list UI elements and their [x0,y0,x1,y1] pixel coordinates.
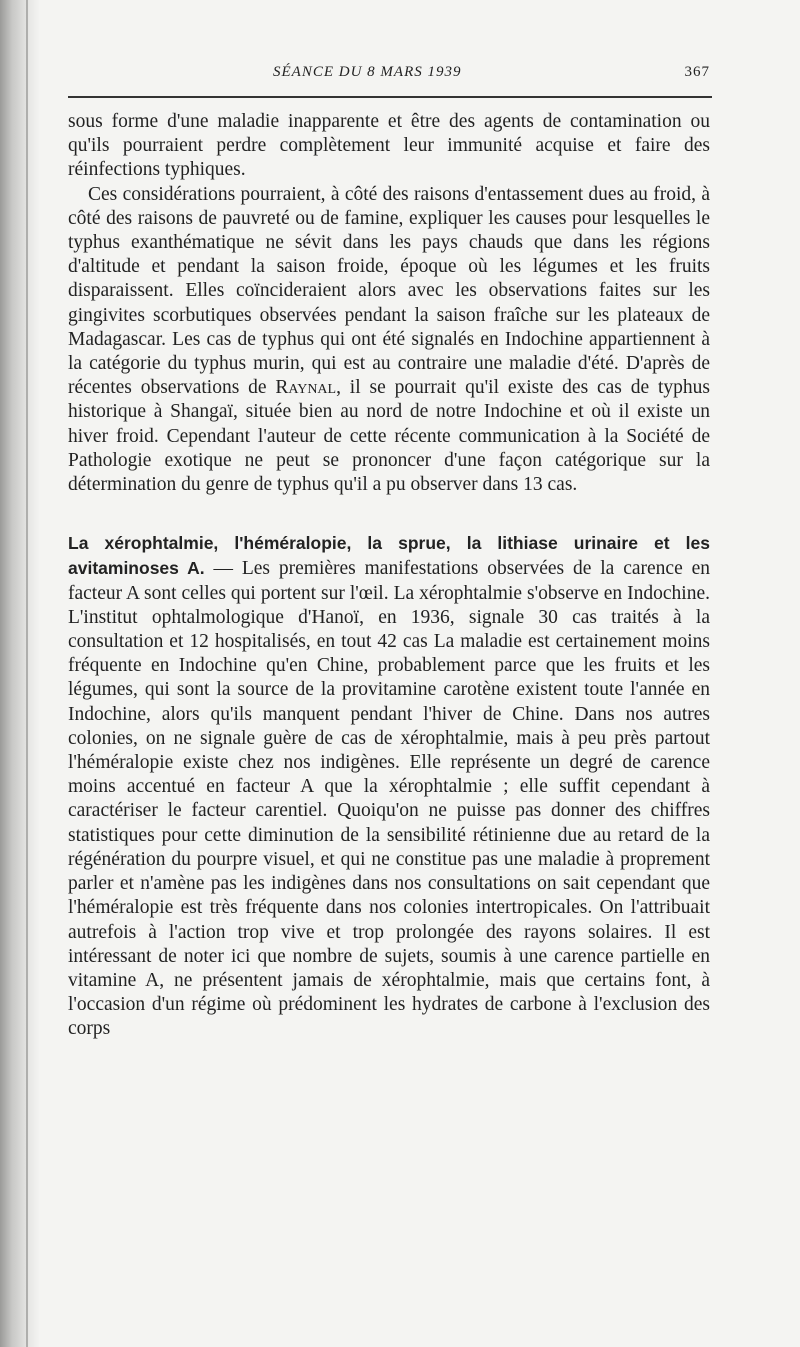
section-heading: La xérophtalmie, l'héméralopie, la sprue, la lithiase urinaire et les avitaminoses A. [68,533,710,579]
paragraph-typhus [68,183,710,498]
header-rule [68,96,712,98]
paragraph-continuation: sous forme d'une maladie inapparente et être des agents de contamination ou qu'ils pourraient perdre complètement leur immunité acquise et faire des réinfections typhiques. [68,111,710,181]
running-title: SÉANCE DU 8 MARS 1939 [273,64,462,80]
page-number: 367 [684,64,710,80]
paragraph-typhus-text-b: , il se pourrait qu'il existe des cas de typhus historique à Shangaï, située bien au nord de notre Indochine et où il existe un hiver froid. Cependant l'auteur de cette récente communication à la Société de Pathologie exotique ne peut se prononcer d'une façon catégorique sur la détermination du genre de typhus qu'il a pu observer dans 13 cas. [68,377,710,496]
paragraph-xerophtalmie [68,531,710,1041]
page-body [68,110,710,1042]
binding-shadow-line [26,0,28,1347]
paragraph-typhus-text-a: Ces considérations pourraient, à côté des raisons d'entassement dues au froid, à côté des raisons de pauvreté ou de famine, expliquer les causes pour lesquelles le typhus exanthématique ne sévit dans les pays chauds que dans les régions d'altitude et pendant la saison froide, époque où les légumes et les fruits disparaissent. Elles coïncideraient alors avec les observations faites sur les gingivites scorbutiques observées pendant la saison fraîche sur les plateaux de Madagascar. Les cas de typhus qui ont été signalés en Indochine appartiennent à la catégorie du typhus murin, qui est au contraire une maladie d'été. D'après de récentes observations de [68,183,710,399]
page-binding-edge [0,0,40,1347]
section-spacer [68,497,710,531]
author-name: Raynal [275,377,337,399]
paragraph-xerophtalmie-text: — Les premières manifestations observées de la carence en facteur A sont celles qui portent sur l'œil. La xérophtalmie s'observe en Indochine. L'institut ophtalmologique d'Hanoï, en 1936, signale 30 cas traités à la consultation et 12 hospitalisés, en tout 42 cas La maladie est certainement moins fréquente en Indochine qu'en Chine, probablement parce que les fruits et les légumes, qui sont la source de la provitamine carotène existent toute l'année en Indochine, alors qu'ils manquent pendant l'hiver de Chine. Dans nos autres colonies, on ne signale guère de cas de xérophtalmie, mais à peu près partout l'héméralopie existe chez nos indigènes. Elle représente un degré de carence moins accentué en facteur A que la xérophtalmie ; elle suffit cependant à caractériser le facteur carentiel. Quoiqu'on ne puisse pas donner des chiffres statistiques pour cette diminution de la sensibilité rétinienne due au retard de la régénération du pourpre visuel, et qui ne constitue pas une maladie à proprement parler et n'amène pas les indigènes dans nos consultations on sait cependant que l'héméralopie est très fréquente dans nos colonies intertropicales. On l'attribuait autrefois à l'action trop vive et trop prolongée des rayons solaires. Il est intéressant de noter ici que nombre de sujets, soumis à une carence partielle en vitamine A, ne présentent jamais de xérophtalmie, mais que certains font, à l'occasion d'un régime où prédominent les hydrates de carbone à l'exclusion des corps [68,558,710,1040]
